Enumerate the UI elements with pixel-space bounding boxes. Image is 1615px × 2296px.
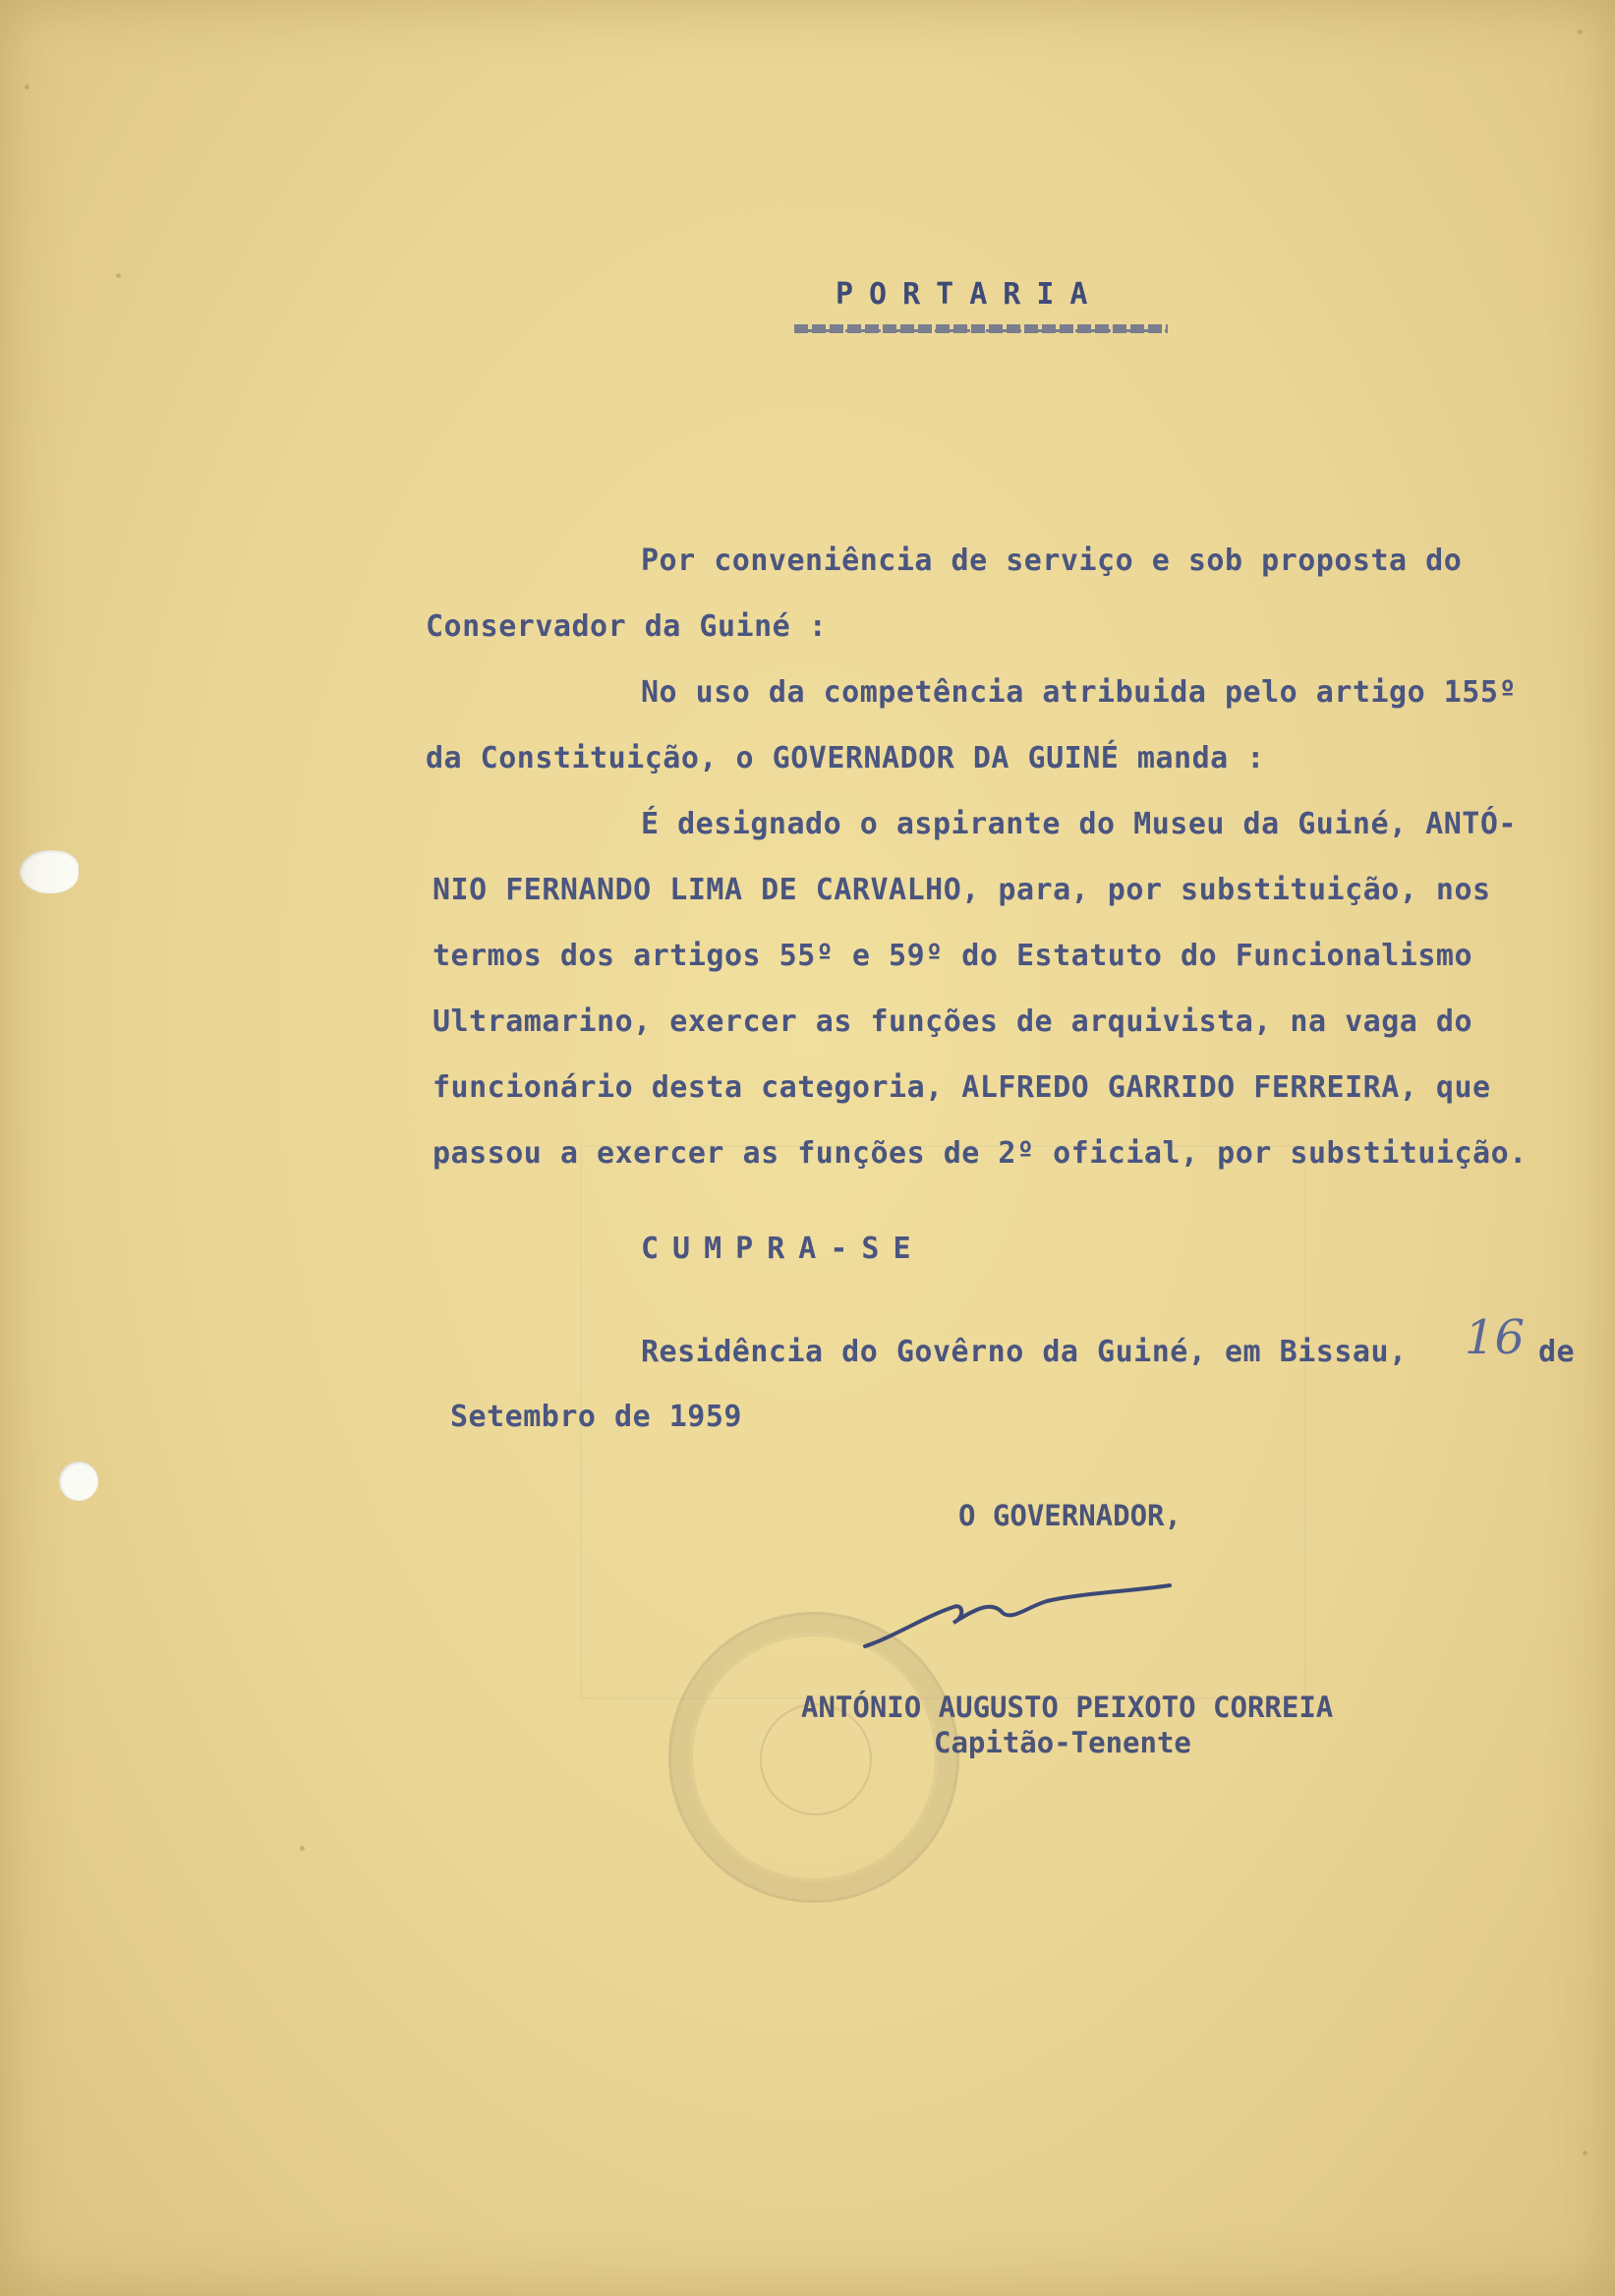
closing-command: CUMPRA-SE	[641, 1232, 925, 1266]
punch-hole-top	[20, 850, 79, 893]
handwritten-day: 16	[1465, 1310, 1526, 1365]
signatory-name: ANTÓNIO AUGUSTO PEIXOTO CORREIA	[801, 1691, 1334, 1724]
signatory-role: O GOVERNADOR,	[958, 1499, 1182, 1532]
paragraph-line: Ultramarino, exercer as funções de arquivista, na vaga do	[433, 1004, 1473, 1039]
paper-speck	[116, 273, 121, 278]
signatory-rank: Capitão-Tenente	[934, 1726, 1191, 1759]
paper-speck	[300, 1846, 305, 1851]
paragraph-line: Conservador da Guiné :	[426, 609, 828, 644]
paragraph-line: Por conveniência de serviço e sob proposta do	[641, 544, 1463, 578]
title-underline	[794, 324, 1168, 333]
paragraph-line: No uso da competência atribuida pelo artigo 155º	[641, 675, 1517, 710]
document-title: PORTARIA	[836, 277, 1104, 312]
paper-speck	[1583, 2151, 1587, 2155]
paragraph-line: passou a exercer as funções de 2º oficial, por substituição.	[433, 1136, 1528, 1171]
place-line: Residência do Govêrno da Guiné, em Bissau,	[641, 1335, 1408, 1369]
paper-speck	[1578, 29, 1583, 34]
paper-speck	[25, 85, 29, 89]
handwritten-signature	[855, 1578, 1180, 1666]
paragraph-line: da Constituição, o GOVERNADOR DA GUINÉ manda :	[426, 741, 1265, 775]
paragraph-line: funcionário desta categoria, ALFREDO GARRIDO FERREIRA, que	[433, 1070, 1491, 1105]
date-line: Setembro de 1959	[450, 1400, 742, 1434]
paragraph-line: É designado o aspirante do Museu da Guiné, ANTÓ-	[641, 807, 1517, 841]
place-line-end: de	[1538, 1335, 1576, 1369]
paragraph-line: termos dos artigos 55º e 59º do Estatuto do Funcionalismo	[433, 939, 1473, 973]
punch-hole-bottom	[59, 1462, 98, 1501]
paragraph-line: NIO FERNANDO LIMA DE CARVALHO, para, por substituição, nos	[433, 873, 1491, 907]
